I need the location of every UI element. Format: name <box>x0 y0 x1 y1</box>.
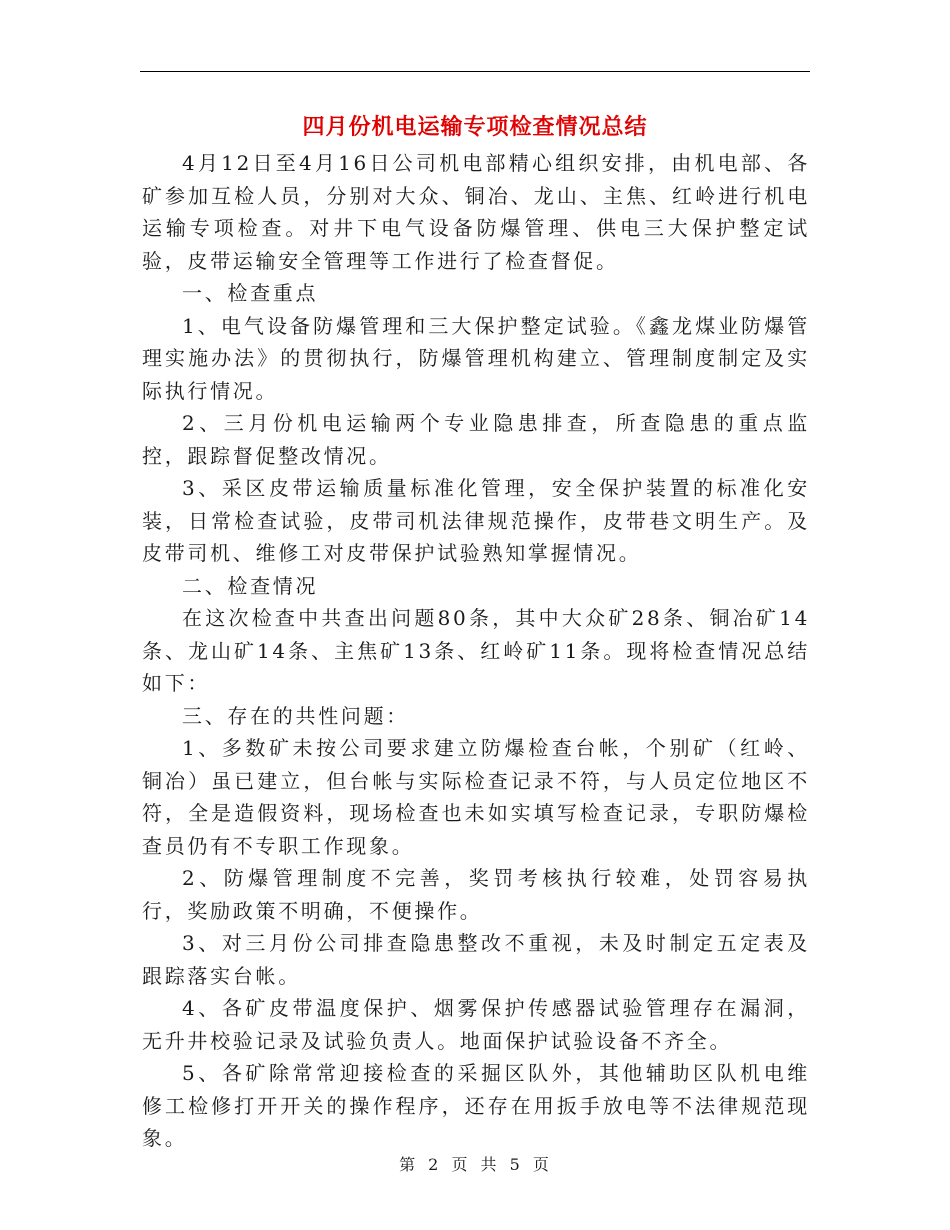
section-heading-focus: 一、检查重点 <box>182 281 319 305</box>
paragraph-issue-2: 2、防爆管理制度不完善，奖罚考核执行较难，处罚容易执行，奖励政策不明确，不便操作。 <box>142 866 810 923</box>
paragraph-focus-3: 3、采区皮带运输质量标准化管理，安全保护装置的标准化安装，日常检查试验，皮带司机法律规范操作，皮带巷文明生产。及皮带司机、维修工对皮带保护试验熟知掌握情况。 <box>142 476 810 565</box>
document-title: 四月份机电运输专项检查情况总结 <box>302 114 648 140</box>
header-rule <box>140 71 810 72</box>
document-body <box>142 147 810 1155</box>
paragraph-focus-2: 2、三月份机电运输两个专业隐患排查，所查隐患的重点监控，跟踪督促整改情况。 <box>142 411 810 468</box>
section-heading-issues: 三、存在的共性问题： <box>182 703 409 728</box>
section-heading-status: 二、检查情况 <box>182 573 319 598</box>
paragraph-focus-1: 1、电气设备防爆管理和三大保护整定试验。《鑫龙煤业防爆管理实施办法》的贯彻执行，防爆管理机构建立、管理制度制定及实际执行情况。 <box>142 313 810 403</box>
paragraph-issue-1: 1、多数矿未按公司要求建立防爆检查台帐，个别矿（红岭、铜冶）虽已建立，但台帐与实际检查记录不符，与人员定位地区不符，全是造假资料，现场检查也未如实填写检查记录，专职防爆检查员仍有不专职工作现象。 <box>142 736 810 858</box>
page-footer: 第 2 页 共 5 页 <box>399 1155 551 1174</box>
paragraph-issue-4: 4、各矿皮带温度保护、烟雾保护传感器试验管理存在漏洞，无升井校验记录及试验负责人。地面保护试验设备不齐全。 <box>142 996 810 1053</box>
paragraph-issue-5: 5、各矿除常常迎接检查的采掘区队外，其他辅助区队机电维修工检修打开开关的操作程序，还存在用扳手放电等不法律规范现象。 <box>142 1061 810 1150</box>
paragraph-intro: 4月12日至4月16日公司机电部精心组织安排，由机电部、各矿参加互检人员，分别对大众、铜冶、龙山、主焦、红岭进行机电运输专项检查。对井下电气设备防爆管理、供电三大保护整定试验，皮带运输安全管理等工作进行了检查督促。 <box>142 151 810 273</box>
paragraph-status: 在这次检查中共查出问题80条，其中大众矿28条、铜冶矿14条、龙山矿14条、主焦矿13条、红岭矿11条。现将检查情况总结如下： <box>142 606 810 695</box>
paragraph-issue-3: 3、对三月份公司排查隐患整改不重视，未及时制定五定表及跟踪落实台帐。 <box>142 931 810 988</box>
